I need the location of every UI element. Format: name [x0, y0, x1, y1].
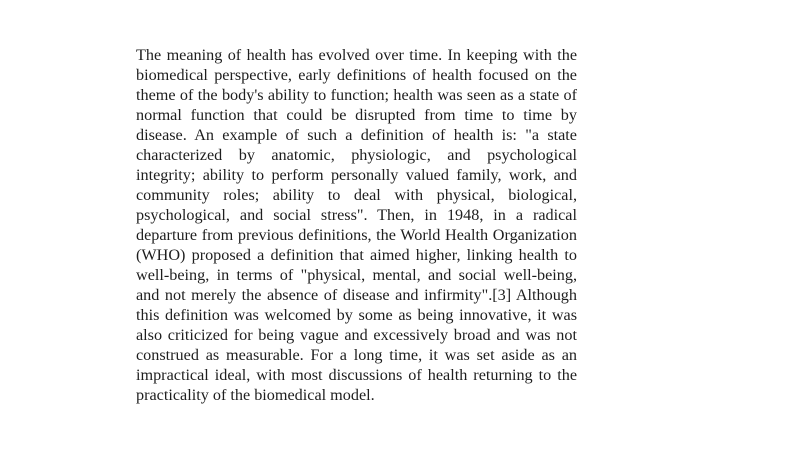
body-paragraph: The meaning of health has evolved over time. In keeping with the biomedical perspective, early definitions of health focused on the theme of the body's ability to function; health was seen as a state of normal function that could be disrupted from time to time by disease. An example of such a definition of health is: "a state characterized by anatomic, physiologic, and psychological integrity; ability to perform personally valued family, work, and community roles; ability to deal with physical, biological, psychological, and social stress". Then, in 1948, in a radical departure from previous definitions, the World Health Organization (WHO) proposed a definition that aimed higher, linking health to well-being, in terms of "physical, mental, and social well-being, and not merely the absence of disease and infirmity".[3] Although this definition was welcomed by some as being innovative, it was also criticized for being vague and excessively broad and was not construed as measurable. For a long time, it was set aside as an impractical ideal, with most discussions of health returning to the practicality of the biomedical model.	[136, 46, 577, 404]
